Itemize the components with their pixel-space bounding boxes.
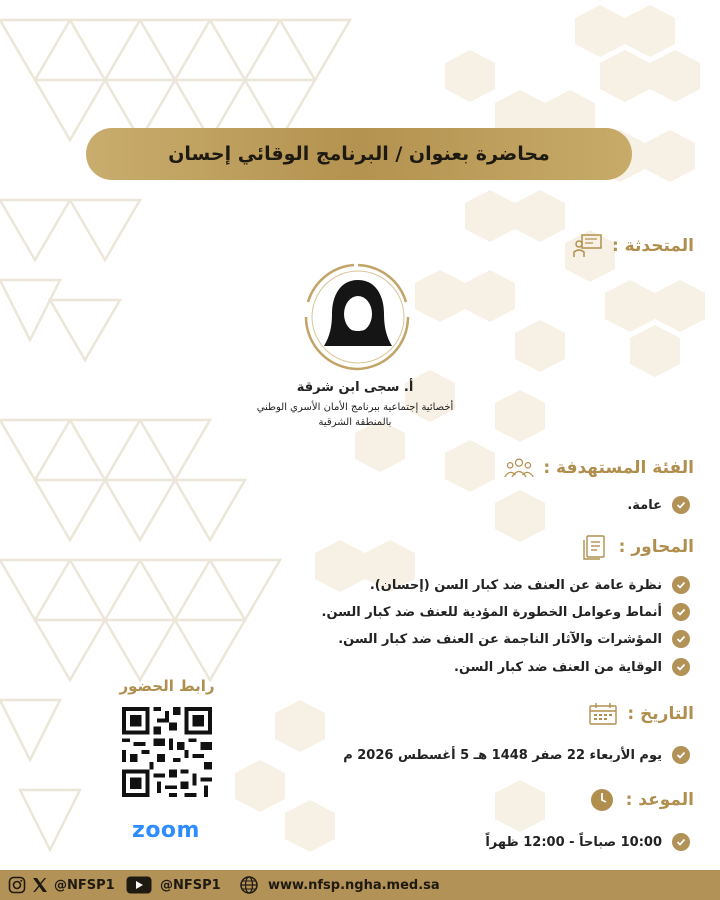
lecture-title-bar (86, 128, 632, 180)
time-section-header (586, 786, 694, 814)
audience-icon (503, 454, 535, 482)
speaker-avatar (258, 262, 458, 376)
audience-section-label: الفئة المستهدفة : (543, 458, 694, 478)
topics-section-header (579, 533, 694, 561)
speaker-section-label: المتحدثة : (611, 236, 694, 256)
footer-handle-2[interactable]: @NFSP1 (160, 877, 221, 893)
date-section-header (587, 700, 694, 728)
check-icon (672, 746, 690, 764)
check-icon (672, 603, 690, 621)
check-icon (672, 630, 690, 648)
topic-item (454, 658, 690, 676)
check-icon (672, 833, 690, 851)
topics-section-label: المحاور : (618, 537, 694, 557)
speaker-name: أ. سجى ابن شرقة (296, 380, 414, 395)
time-section-label: الموعد : (625, 790, 694, 810)
speaker-section-header (572, 232, 694, 260)
topic-item-text: أنماط وعوامل الخطورة المؤدية للعنف ضد كبار السن. (321, 604, 662, 620)
speaker-role (250, 400, 460, 430)
audience-section-header (503, 454, 694, 482)
topic-item (338, 630, 690, 648)
globe-icon[interactable] (240, 876, 258, 894)
x-icon[interactable] (32, 877, 48, 893)
check-icon (672, 496, 690, 514)
speaker-role-line1: أخصائية إجتماعية ببرنامج الأمان الأسري الوطني (256, 402, 454, 413)
footer-website[interactable] (240, 870, 440, 900)
date-item (343, 746, 690, 764)
date-section-label: التاريخ : (627, 704, 694, 724)
topic-item-text: الوقاية من العنف ضد كبار السن. (454, 659, 662, 675)
footer-website-url[interactable]: www.nfsp.ngha.med.sa (268, 877, 440, 893)
lecture-title: محاضرة بعنوان / البرنامج الوقائي إحسان (168, 143, 550, 165)
footer-social-instagram-x[interactable] (8, 870, 115, 900)
audience-item (627, 496, 690, 514)
topic-item-text: المؤشرات والآثار الناجمة عن العنف ضد كبار السن. (338, 631, 662, 647)
topic-item (322, 603, 690, 621)
footer-handle-1[interactable]: @NFSP1 (54, 877, 115, 893)
audience-item-text: عامة. (627, 497, 662, 513)
zoom-logo[interactable]: zoom (132, 818, 200, 843)
topics-icon (579, 533, 611, 561)
instagram-icon[interactable] (8, 876, 26, 894)
attendance-qr-code[interactable] (118, 703, 216, 801)
check-icon (672, 576, 690, 594)
speaker-role-line2: بالمنطقة الشرقية (318, 417, 392, 428)
youtube-icon[interactable] (126, 876, 152, 894)
topic-item-text: نظرة عامة عن العنف ضد كبار السن (إحسان). (369, 577, 662, 593)
topic-item (370, 576, 690, 594)
calendar-icon (587, 700, 619, 728)
speaker-icon (572, 232, 604, 260)
time-value: 10:00 صباحاً - 12:00 ظهراً (485, 834, 662, 850)
date-value: يوم الأربعاء 22 صفر 1448 هـ 5 أغسطس 2026 م (343, 747, 662, 763)
time-item (485, 833, 690, 851)
attendance-link-label: رابط الحضور (119, 677, 215, 695)
clock-icon (586, 786, 618, 814)
footer-social-youtube[interactable] (126, 870, 221, 900)
check-icon (672, 658, 690, 676)
